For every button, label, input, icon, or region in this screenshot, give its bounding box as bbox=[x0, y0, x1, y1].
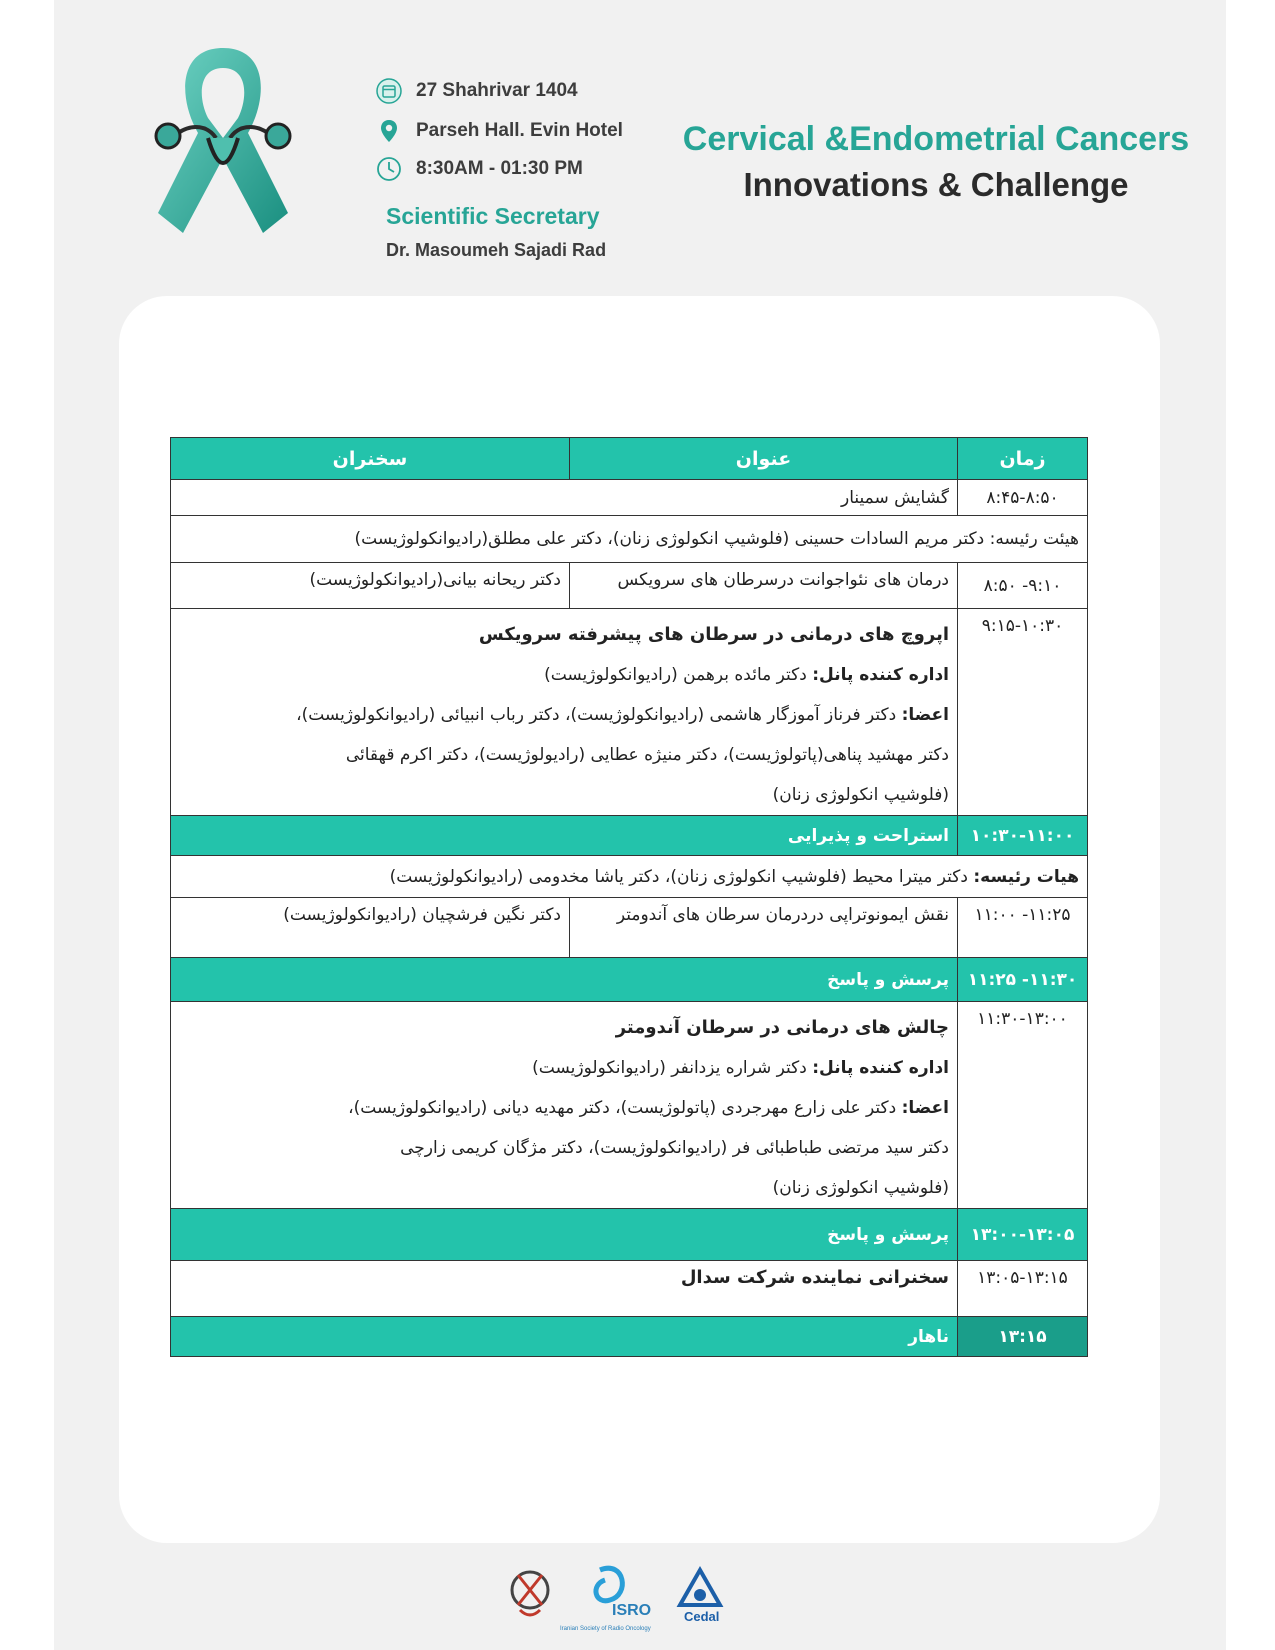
table-row bbox=[171, 1261, 1088, 1317]
time-cell: ۱۳:۰۰-۱۳:۰۵ bbox=[958, 1209, 1088, 1261]
table-row-lunch bbox=[171, 1317, 1088, 1357]
moderator-name: دکتر مائده برهمن (رادیوانکولوژیست) bbox=[544, 665, 813, 685]
panel-moderator bbox=[179, 655, 949, 695]
members-line: دکتر فرناز آموزگار هاشمی (رادیوانکولوژیست)، دکتر رباب انبیائی (رادیوانکولوژیست)، bbox=[296, 705, 902, 725]
panel-title: چالش های درمانی در سرطان آندومتر bbox=[615, 1017, 949, 1038]
calendar-icon bbox=[376, 78, 402, 104]
presidium-label: هیات رئیسه: bbox=[973, 866, 1079, 887]
title-cell: پرسش و پاسخ bbox=[171, 958, 958, 1002]
presidium-cell: هیئت رئیسه: دکتر مریم السادات حسینی (فلوشیپ انکولوژی زنان)، دکتر علی مطلق(رادیوانکولوژیست) bbox=[171, 516, 1088, 563]
table-row-qa bbox=[171, 1209, 1088, 1261]
title-cell: استراحت و پذیرایی bbox=[171, 816, 958, 856]
isro-logo bbox=[560, 1568, 651, 1632]
table-row-qa bbox=[171, 958, 1088, 1002]
society-emblem-logo bbox=[512, 1572, 548, 1615]
table-row bbox=[171, 480, 1088, 516]
venue-row bbox=[376, 118, 623, 144]
members-line: دکتر علی زارع مهرجردی (پاتولوژیست)، دکتر مهدیه دیانی (رادیوانکولوژیست)، bbox=[348, 1098, 902, 1118]
panel-members-line: دکتر سید مرتضی طباطبائی فر (رادیوانکولوژیست)، دکتر مژگان کریمی زارچی bbox=[400, 1138, 949, 1158]
schedule-table bbox=[170, 437, 1088, 1357]
moderator-label: اداره کننده پانل: bbox=[812, 665, 949, 685]
scientific-secretary-name: Dr. Masoumeh Sajadi Rad bbox=[386, 240, 607, 260]
title-cell: نقش ایمونوتراپی دردرمان سرطان های آندومتر bbox=[570, 898, 958, 958]
panel-title: اپروچ های درمانی در سرطان های پیشرفته سرویکس bbox=[478, 624, 949, 645]
scientific-secretary-label: Scientific Secretary bbox=[386, 203, 600, 229]
time-row bbox=[376, 156, 583, 182]
cancer-ribbon-logo bbox=[138, 38, 308, 248]
time-cell: ۹:۱۵-۱۰:۳۰ bbox=[958, 609, 1088, 816]
moderator-name: دکتر شراره یزدانفر (رادیوانکولوژیست) bbox=[532, 1058, 813, 1078]
time-cell: ۸:۵۰ -۹:۱۰ bbox=[958, 563, 1088, 609]
panel-members-line: دکتر مهشید پناهی(پاتولوژیست)، دکتر منیژه عطایی (رادیولوژیست)، دکتر اکرم قهقائی bbox=[345, 745, 949, 765]
panel-cell bbox=[171, 609, 958, 816]
time-cell: ۱۳:۱۵ bbox=[958, 1317, 1088, 1357]
speaker-cell: دکتر نگین فرشچیان (رادیوانکولوژیست) bbox=[171, 898, 570, 958]
title-cell: پرسش و پاسخ bbox=[171, 1209, 958, 1261]
event-venue: Parseh Hall. Evin Hotel bbox=[416, 120, 623, 141]
table-row bbox=[171, 898, 1088, 958]
time-cell: ۱۰:۳۰-۱۱:۰۰ bbox=[958, 816, 1088, 856]
location-pin-icon bbox=[376, 118, 402, 144]
table-header-row bbox=[171, 438, 1088, 480]
time-cell: ۸:۴۵-۸:۵۰ bbox=[958, 480, 1088, 516]
header-title: عنوان bbox=[570, 438, 958, 480]
moderator-label: اداره کننده پانل: bbox=[812, 1058, 949, 1078]
presidium-cell bbox=[171, 856, 1088, 898]
clock-icon bbox=[376, 156, 402, 182]
table-row bbox=[171, 609, 1088, 816]
isro-text: ISRO bbox=[612, 1602, 652, 1619]
time-cell: ۱۳:۰۵-۱۳:۱۵ bbox=[958, 1261, 1088, 1317]
panel-moderator bbox=[179, 1048, 949, 1088]
table-row bbox=[171, 856, 1088, 898]
table-row bbox=[171, 516, 1088, 563]
event-date: 27 Shahrivar 1404 bbox=[416, 80, 578, 101]
date-row bbox=[376, 78, 578, 104]
cedal-logo bbox=[680, 1570, 720, 1624]
panel-members bbox=[179, 1088, 949, 1128]
header-speaker: سخنران bbox=[171, 438, 570, 480]
isro-caption: Iranian Society of Radio Oncology bbox=[560, 1626, 651, 1632]
table-row-break bbox=[171, 816, 1088, 856]
event-subtitle: Innovations & Challenge bbox=[743, 166, 1129, 203]
title-cell: گشایش سمینار bbox=[171, 480, 958, 516]
panel-cell bbox=[171, 1002, 958, 1209]
members-label: اعضا: bbox=[901, 705, 949, 725]
members-label: اعضا: bbox=[901, 1098, 949, 1118]
event-title: Cervical &Endometrial Cancers bbox=[682, 120, 1190, 158]
table-row bbox=[171, 1002, 1088, 1209]
presidium-text: دکتر میترا محیط (فلوشیپ انکولوژی زنان)، دکتر یاشا مخدومی (رادیوانکولوژیست) bbox=[389, 866, 974, 887]
time-cell: ۱۱:۲۵ -۱۱:۳۰ bbox=[958, 958, 1088, 1002]
footer-logos bbox=[500, 1555, 760, 1635]
panel-members-line: (فلوشیپ انکولوژی زنان) bbox=[772, 1178, 949, 1198]
cedal-text: Cedal bbox=[684, 1609, 720, 1624]
time-cell: ۱۱:۳۰-۱۳:۰۰ bbox=[958, 1002, 1088, 1209]
title-cell: درمان های نئواجوانت درسرطان های سرویکس bbox=[570, 563, 958, 609]
speaker-cell: دکتر ریحانه بیانی(رادیوانکولوژیست) bbox=[171, 563, 570, 609]
panel-members-line: (فلوشیپ انکولوژی زنان) bbox=[772, 785, 949, 805]
title-cell: ناهار bbox=[171, 1317, 958, 1357]
header-time: زمان bbox=[958, 438, 1088, 480]
title-cell: سخنرانی نماینده شرکت سدال bbox=[171, 1261, 958, 1317]
time-cell: ۱۱:۰۰ -۱۱:۲۵ bbox=[958, 898, 1088, 958]
table-row bbox=[171, 563, 1088, 609]
panel-members bbox=[179, 695, 949, 735]
event-time: 8:30AM - 01:30 PM bbox=[416, 158, 583, 179]
